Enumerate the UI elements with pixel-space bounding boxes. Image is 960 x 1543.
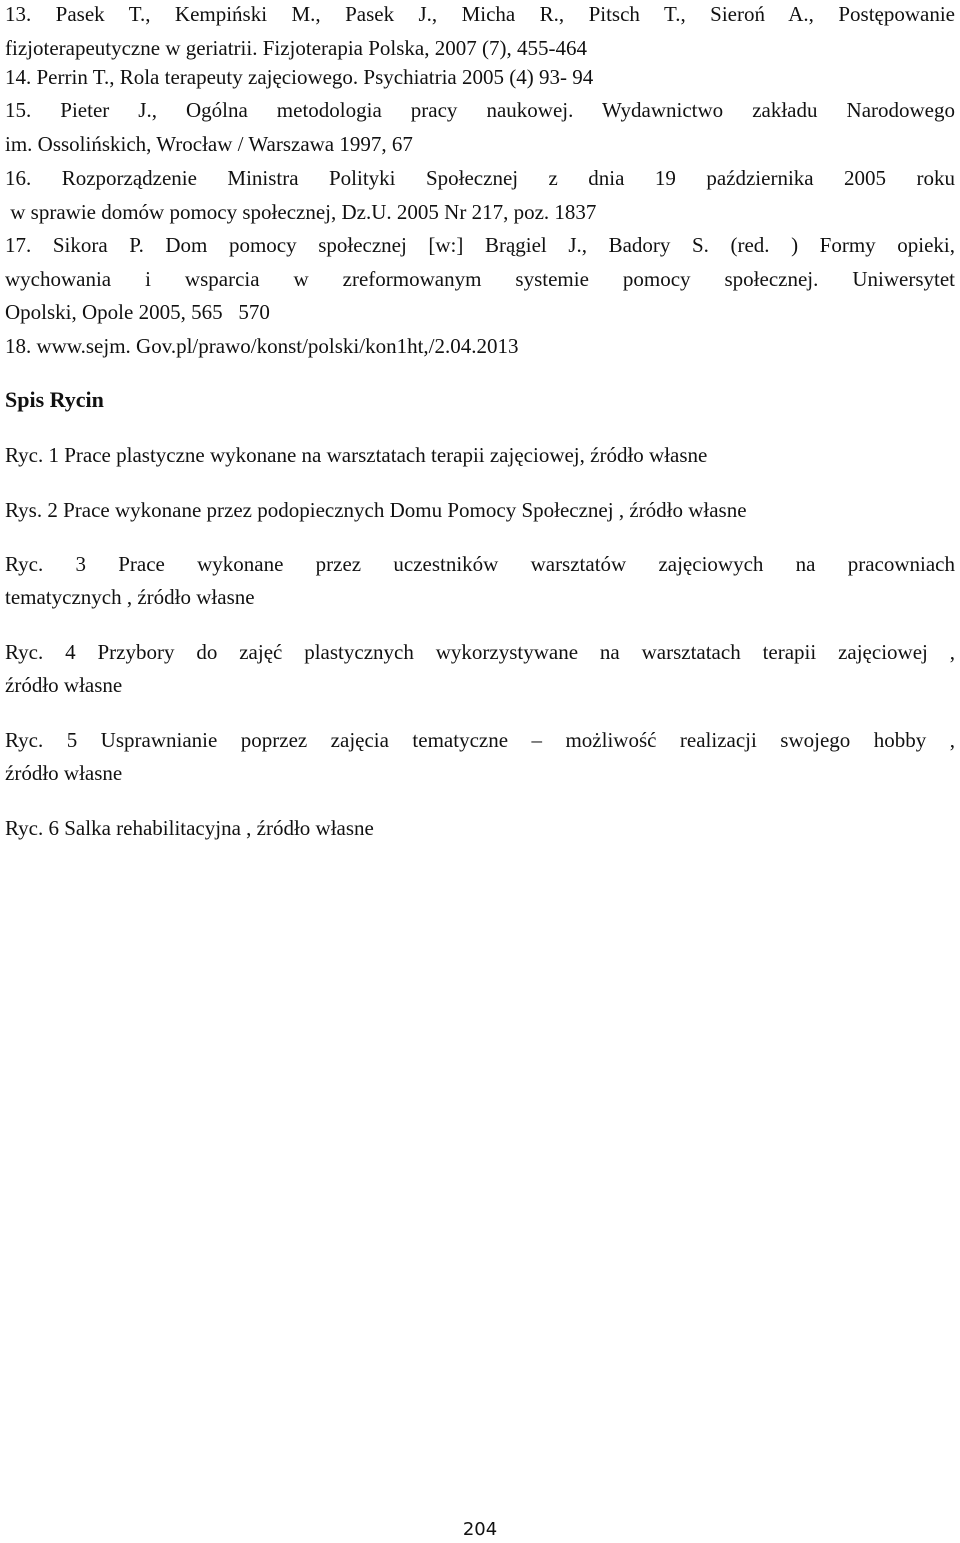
reference-line: 13. Pasek T., Kempiński M., Pasek J., Micha R., Pitsch T., Sieroń A., Postępowanie <box>5 2 955 26</box>
reference-line: Opolski, Opole 2005, 565 570 <box>5 300 270 324</box>
figure-2 <box>5 494 955 527</box>
figure-line: Ryc. 6 Salka rehabilitacyjna , źródło własne <box>5 816 374 840</box>
figure-4 <box>5 636 955 702</box>
reference-line: fizjoterapeutyczne w geriatrii. Fizjoterapia Polska, 2007 (7), 455-464 <box>5 35 587 60</box>
reference-18 <box>5 330 955 364</box>
reference-13 <box>5 0 955 65</box>
figure-line: Ryc. 4 Przybory do zajęć plastycznych wykorzystywane na warsztatach terapii zajęciowej , <box>5 640 955 664</box>
figure-line: źródło własne <box>5 673 123 697</box>
figures-heading: Spis Rycin <box>5 387 104 412</box>
reference-15 <box>5 94 955 161</box>
reference-line: 17. Sikora P. Dom pomocy społecznej [w:] Brągiel J., Badory S. (red. ) Formy opieki, <box>5 233 955 257</box>
reference-line: 18. www.sejm. Gov.pl/prawo/konst/polski/kon1ht,/2.04.2013 <box>5 334 519 358</box>
reference-line: w sprawie domów pomocy społecznej, Dz.U. 2005 Nr 217, poz. 1837 <box>5 199 597 224</box>
figure-line: źródło własne <box>5 761 123 785</box>
figure-3 <box>5 548 955 614</box>
reference-17 <box>5 229 955 330</box>
reference-line: im. Ossolińskich, Wrocław / Warszawa 1997, 67 <box>5 131 413 156</box>
figure-5 <box>5 724 955 790</box>
figure-line: Ryc. 3 Prace wykonane przez uczestników warsztatów zajęciowych na pracowniach <box>5 552 955 576</box>
reference-16 <box>5 162 955 229</box>
figure-line: tematycznych , źródło własne <box>5 585 255 609</box>
page-number: 204 <box>462 1519 498 1540</box>
figure-line: Ryc. 5 Usprawnianie poprzez zajęcia tematyczne – możliwość realizacji swojego hobby , <box>5 728 955 752</box>
reference-line: 16. Rozporządzenie Ministra Polityki Społecznej z dnia 19 października 2005 roku <box>5 166 955 190</box>
figure-6 <box>5 812 955 845</box>
figure-line: Ryc. 1 Prace plastyczne wykonane na warsztatach terapii zajęciowej, źródło własne <box>5 443 708 467</box>
reference-line: wychowania i wsparcia w zreformowanym systemie pomocy społecznej. Uniwersytet <box>5 266 955 291</box>
figure-1 <box>5 439 955 472</box>
reference-line: 14. Perrin T., Rola terapeuty zajęciowego. Psychiatria 2005 (4) 93- 94 <box>5 65 594 89</box>
reference-14 <box>5 61 955 95</box>
reference-line: 15. Pieter J., Ogólna metodologia pracy naukowej. Wydawnictwo zakładu Narodowego <box>5 98 955 122</box>
figure-line: Rys. 2 Prace wykonane przez podopiecznych Domu Pomocy Społecznej , źródło własne <box>5 498 747 522</box>
